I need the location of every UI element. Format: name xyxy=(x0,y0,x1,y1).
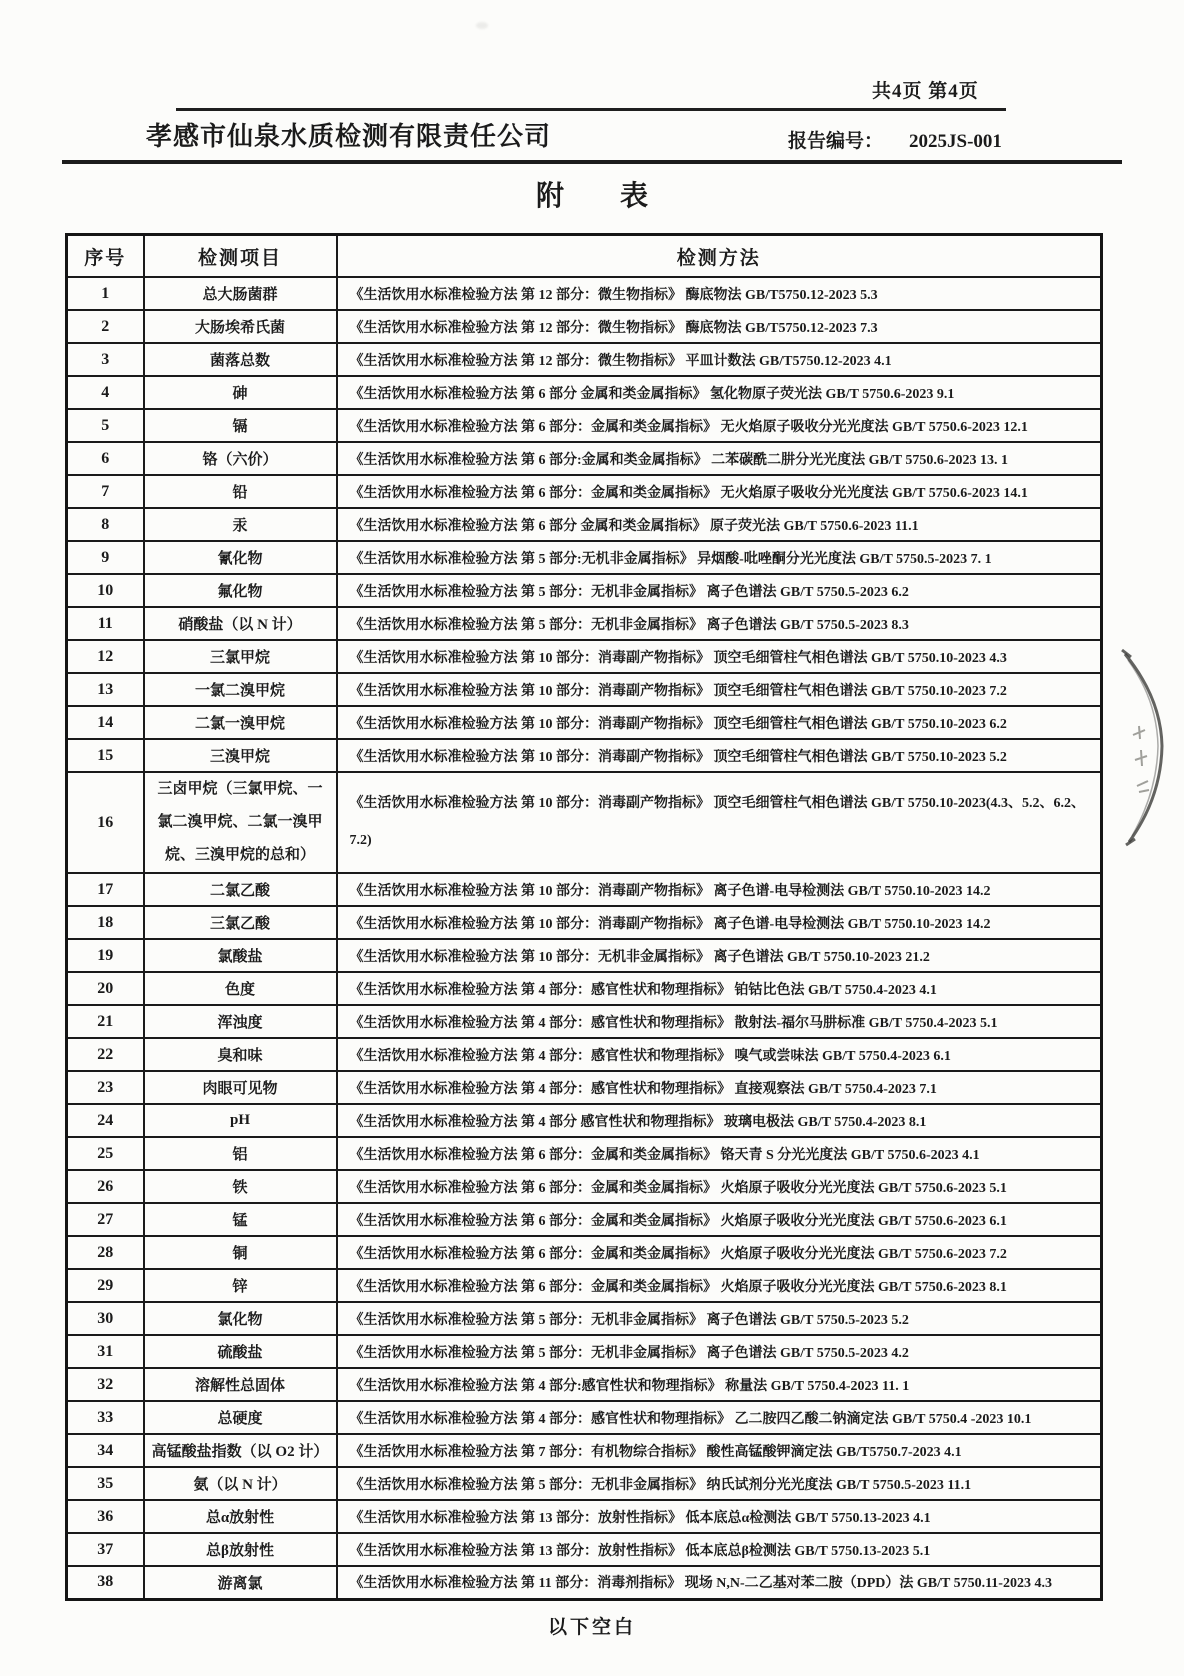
test-item-cell: 总硬度 xyxy=(144,1401,337,1434)
test-item-cell: 铁 xyxy=(144,1170,337,1203)
test-method-cell: 《生活饮用水标准检验方法 第 6 部分：金属和类金属指标》 火焰原子吸收分光光度法 GB/T 5750.6-2023 7.2 xyxy=(337,1236,1102,1269)
row-number-cell: 22 xyxy=(67,1038,144,1071)
test-item-cell: 三氯乙酸 xyxy=(144,906,337,939)
test-method-cell: 《生活饮用水标准检验方法 第 10 部分：消毒副产物指标》 顶空毛细管柱气相色谱法 GB/T 5750.10-2023 5.2 xyxy=(337,739,1102,772)
test-method-cell: 《生活饮用水标准检验方法 第 10 部分：消毒副产物指标》 顶空毛细管柱气相色谱法 GB/T 5750.10-2023 7.2 xyxy=(337,673,1102,706)
test-method-cell: 《生活饮用水标准检验方法 第 11 部分：消毒剂指标》 现场 N,N-二乙基对苯二胺（DPD）法 GB/T 5750.11-2023 4.3 xyxy=(337,1566,1102,1599)
test-method-cell: 《生活饮用水标准检验方法 第 10 部分：消毒副产物指标》 离子色谱-电导检测法 GB/T 5750.10-2023 14.2 xyxy=(337,906,1102,939)
test-method-cell: 《生活饮用水标准检验方法 第 4 部分:感官性状和物理指标》 称量法 GB/T 5750.4-2023 11. 1 xyxy=(337,1368,1102,1401)
table-row xyxy=(67,1137,1102,1170)
test-item-cell: 硝酸盐（以 N 计） xyxy=(144,607,337,640)
test-method-cell: 《生活饮用水标准检验方法 第 12 部分：微生物指标》 平皿计数法 GB/T5750.12-2023 4.1 xyxy=(337,343,1102,376)
test-method-cell: 《生活饮用水标准检验方法 第 6 部分：金属和类金属指标》 无火焰原子吸收分光光度法 GB/T 5750.6-2023 14.1 xyxy=(337,475,1102,508)
test-item-cell: 游离氯 xyxy=(144,1566,337,1599)
table-row xyxy=(67,1236,1102,1269)
test-method-cell: 《生活饮用水标准检验方法 第 5 部分：无机非金属指标》 离子色谱法 GB/T 5750.5-2023 4.2 xyxy=(337,1335,1102,1368)
table-row xyxy=(67,376,1102,409)
table-row xyxy=(67,673,1102,706)
row-number-cell: 11 xyxy=(67,607,144,640)
test-item-cell: 浑浊度 xyxy=(144,1005,337,1038)
table-row xyxy=(67,1335,1102,1368)
test-method-cell: 《生活饮用水标准检验方法 第 6 部分 金属和类金属指标》 氢化物原子荧光法 GB/T 5750.6-2023 9.1 xyxy=(337,376,1102,409)
test-method-cell: 《生活饮用水标准检验方法 第 4 部分：感官性状和物理指标》 铂钴比色法 GB/T 5750.4-2023 4.1 xyxy=(337,972,1102,1005)
table-row xyxy=(67,409,1102,442)
test-item-cell: 一氯二溴甲烷 xyxy=(144,673,337,706)
report-number xyxy=(788,126,1002,153)
test-method-cell: 《生活饮用水标准检验方法 第 6 部分：金属和类金属指标》 铬天青 S 分光光度法 GB/T 5750.6-2023 4.1 xyxy=(337,1137,1102,1170)
table-row xyxy=(67,1038,1102,1071)
test-item-cell: 溶解性总固体 xyxy=(144,1368,337,1401)
test-item-cell: 二氯乙酸 xyxy=(144,873,337,906)
test-method-cell: 《生活饮用水标准检验方法 第 5 部分：无机非金属指标》 离子色谱法 GB/T 5750.5-2023 6.2 xyxy=(337,574,1102,607)
test-item-cell: 三氯甲烷 xyxy=(144,640,337,673)
row-number-cell: 13 xyxy=(67,673,144,706)
test-item-cell: 菌落总数 xyxy=(144,343,337,376)
test-item-cell: 总β放射性 xyxy=(144,1533,337,1566)
header-cell-item: 检测项目 xyxy=(144,235,337,278)
test-item-cell: 氯酸盐 xyxy=(144,939,337,972)
row-number-cell: 9 xyxy=(67,541,144,574)
table-row xyxy=(67,640,1102,673)
test-item-cell: pH xyxy=(144,1104,337,1137)
table-row xyxy=(67,343,1102,376)
row-number-cell: 19 xyxy=(67,939,144,972)
table-row xyxy=(67,607,1102,640)
row-number-cell: 32 xyxy=(67,1368,144,1401)
test-method-cell: 《生活饮用水标准检验方法 第 6 部分：金属和类金属指标》 无火焰原子吸收分光光度法 GB/T 5750.6-2023 12.1 xyxy=(337,409,1102,442)
row-number-cell: 26 xyxy=(67,1170,144,1203)
table-row xyxy=(67,706,1102,739)
test-method-cell: 《生活饮用水标准检验方法 第 6 部分 金属和类金属指标》 原子荧光法 GB/T 5750.6-2023 11.1 xyxy=(337,508,1102,541)
test-method-cell: 《生活饮用水标准检验方法 第 5 部分：无机非金属指标》 离子色谱法 GB/T 5750.5-2023 8.3 xyxy=(337,607,1102,640)
row-number-cell: 15 xyxy=(67,739,144,772)
row-number-cell: 12 xyxy=(67,640,144,673)
row-number-cell: 36 xyxy=(67,1500,144,1533)
row-number-cell: 29 xyxy=(67,1269,144,1302)
table-row xyxy=(67,873,1102,906)
table-row xyxy=(67,541,1102,574)
row-number-cell: 17 xyxy=(67,873,144,906)
table-row xyxy=(67,277,1102,310)
test-item-cell: 锰 xyxy=(144,1203,337,1236)
row-number-cell: 25 xyxy=(67,1137,144,1170)
table-row xyxy=(67,1401,1102,1434)
test-method-cell: 《生活饮用水标准检验方法 第 10 部分：无机非金属指标》 离子色谱法 GB/T 5750.10-2023 21.2 xyxy=(337,939,1102,972)
test-method-cell: 《生活饮用水标准检验方法 第 12 部分：微生物指标》 酶底物法 GB/T5750.12-2023 5.3 xyxy=(337,277,1102,310)
test-method-cell: 《生活饮用水标准检验方法 第 6 部分:金属和类金属指标》 二苯碳酰二肼分光光度法 GB/T 5750.6-2023 13. 1 xyxy=(337,442,1102,475)
table-row xyxy=(67,739,1102,772)
test-method-cell: 《生活饮用水标准检验方法 第 10 部分：消毒副产物指标》 顶空毛细管柱气相色谱法 GB/T 5750.10-2023 6.2 xyxy=(337,706,1102,739)
row-number-cell: 3 xyxy=(67,343,144,376)
row-number-cell: 34 xyxy=(67,1434,144,1467)
row-number-cell: 14 xyxy=(67,706,144,739)
table-row xyxy=(67,442,1102,475)
test-item-cell: 总大肠菌群 xyxy=(144,277,337,310)
row-number-cell: 37 xyxy=(67,1533,144,1566)
table-row xyxy=(67,772,1102,873)
table-row xyxy=(67,1434,1102,1467)
test-item-cell: 氯化物 xyxy=(144,1302,337,1335)
methods-table xyxy=(65,233,1103,1601)
row-number-cell: 16 xyxy=(67,772,144,873)
table-header-row xyxy=(67,235,1102,278)
test-method-cell: 《生活饮用水标准检验方法 第 4 部分：感官性状和物理指标》 直接观察法 GB/T 5750.4-2023 7.1 xyxy=(337,1071,1102,1104)
table-row xyxy=(67,1566,1102,1599)
test-item-cell: 锌 xyxy=(144,1269,337,1302)
test-method-cell: 《生活饮用水标准检验方法 第 6 部分：金属和类金属指标》 火焰原子吸收分光光度法 GB/T 5750.6-2023 6.1 xyxy=(337,1203,1102,1236)
row-number-cell: 30 xyxy=(67,1302,144,1335)
row-number-cell: 33 xyxy=(67,1401,144,1434)
test-method-cell: 《生活饮用水标准检验方法 第 5 部分：无机非金属指标》 纳氏试剂分光光度法 GB/T 5750.5-2023 11.1 xyxy=(337,1467,1102,1500)
test-method-cell: 《生活饮用水标准检验方法 第 10 部分：消毒副产物指标》 离子色谱-电导检测法 GB/T 5750.10-2023 14.2 xyxy=(337,873,1102,906)
test-method-cell: 《生活饮用水标准检验方法 第 5 部分：无机非金属指标》 离子色谱法 GB/T 5750.5-2023 5.2 xyxy=(337,1302,1102,1335)
test-item-cell: 铝 xyxy=(144,1137,337,1170)
row-number-cell: 20 xyxy=(67,972,144,1005)
table-row xyxy=(67,1368,1102,1401)
test-item-cell: 三卤甲烷（三氯甲烷、一氯二溴甲烷、二氯一溴甲烷、三溴甲烷的总和） xyxy=(144,772,337,873)
seal-partial xyxy=(1095,640,1184,855)
row-number-cell: 23 xyxy=(67,1071,144,1104)
table-row xyxy=(67,906,1102,939)
test-method-cell: 《生活饮用水标准检验方法 第 13 部分：放射性指标》 低本底总β检测法 GB/T 5750.13-2023 5.1 xyxy=(337,1533,1102,1566)
row-number-cell: 28 xyxy=(67,1236,144,1269)
row-number-cell: 10 xyxy=(67,574,144,607)
test-method-cell: 《生活饮用水标准检验方法 第 5 部分:无机非金属指标》 异烟酸-吡唑酮分光光度法 GB/T 5750.5-2023 7. 1 xyxy=(337,541,1102,574)
page-title: 附 表 xyxy=(535,181,648,212)
test-method-cell: 《生活饮用水标准检验方法 第 10 部分：消毒副产物指标》 顶空毛细管柱气相色谱法 GB/T 5750.10-2023(4.3、5.2、6.2、7.2) xyxy=(337,772,1102,873)
header-cell-no: 序号 xyxy=(67,235,144,278)
test-item-cell: 大肠埃希氏菌 xyxy=(144,310,337,343)
table-row xyxy=(67,1170,1102,1203)
test-item-cell: 氰化物 xyxy=(144,541,337,574)
row-number-cell: 24 xyxy=(67,1104,144,1137)
test-item-cell: 三溴甲烷 xyxy=(144,739,337,772)
row-number-cell: 8 xyxy=(67,508,144,541)
test-method-cell: 《生活饮用水标准检验方法 第 4 部分 感官性状和物理指标》 玻璃电极法 GB/T 5750.4-2023 8.1 xyxy=(337,1104,1102,1137)
table-row xyxy=(67,1005,1102,1038)
test-item-cell: 硫酸盐 xyxy=(144,1335,337,1368)
test-method-cell: 《生活饮用水标准检验方法 第 4 部分：感官性状和物理指标》 嗅气或尝味法 GB/T 5750.4-2023 6.1 xyxy=(337,1038,1102,1071)
test-method-cell: 《生活饮用水标准检验方法 第 12 部分：微生物指标》 酶底物法 GB/T5750.12-2023 7.3 xyxy=(337,310,1102,343)
test-method-cell: 《生活饮用水标准检验方法 第 6 部分：金属和类金属指标》 火焰原子吸收分光光度法 GB/T 5750.6-2023 5.1 xyxy=(337,1170,1102,1203)
table-row xyxy=(67,1071,1102,1104)
test-item-cell: 铅 xyxy=(144,475,337,508)
test-method-cell: 《生活饮用水标准检验方法 第 13 部分：放射性指标》 低本底总α检测法 GB/T 5750.13-2023 4.1 xyxy=(337,1500,1102,1533)
test-item-cell: 汞 xyxy=(144,508,337,541)
footer-note: 以下空白 xyxy=(547,1617,636,1638)
test-method-cell: 《生活饮用水标准检验方法 第 7 部分：有机物综合指标》 酸性高锰酸钾滴定法 GB/T5750.7-2023 4.1 xyxy=(337,1434,1102,1467)
table-row xyxy=(67,1104,1102,1137)
test-item-cell: 高锰酸盐指数（以 O2 计） xyxy=(144,1434,337,1467)
table-row xyxy=(67,1203,1102,1236)
table-row xyxy=(67,1533,1102,1566)
table-row xyxy=(67,1302,1102,1335)
report-number-value: 2025JS-001 xyxy=(909,131,1002,152)
table-row xyxy=(67,508,1102,541)
test-item-cell: 二氯一溴甲烷 xyxy=(144,706,337,739)
table-row xyxy=(67,310,1102,343)
test-item-cell: 镉 xyxy=(144,409,337,442)
test-method-cell: 《生活饮用水标准检验方法 第 4 部分：感官性状和物理指标》 散射法-福尔马肼标准 GB/T 5750.4-2023 5.1 xyxy=(337,1005,1102,1038)
report-number-label: 报告编号： xyxy=(788,131,884,152)
page-count: 共4页 第4页 xyxy=(872,81,979,102)
table-row xyxy=(67,1467,1102,1500)
test-item-cell: 铜 xyxy=(144,1236,337,1269)
table-row xyxy=(67,1269,1102,1302)
row-number-cell: 35 xyxy=(67,1467,144,1500)
test-method-cell: 《生活饮用水标准检验方法 第 4 部分：感官性状和物理指标》 乙二胺四乙酸二钠滴定法 GB/T 5750.4 -2023 10.1 xyxy=(337,1401,1102,1434)
company-name: 孝感市仙泉水质检测有限责任公司 xyxy=(146,121,552,151)
test-method-cell: 《生活饮用水标准检验方法 第 6 部分：金属和类金属指标》 火焰原子吸收分光光度法 GB/T 5750.6-2023 8.1 xyxy=(337,1269,1102,1302)
row-number-cell: 1 xyxy=(67,277,144,310)
test-item-cell: 砷 xyxy=(144,376,337,409)
test-item-cell: 总α放射性 xyxy=(144,1500,337,1533)
test-item-cell: 色度 xyxy=(144,972,337,1005)
table-row xyxy=(67,939,1102,972)
row-number-cell: 4 xyxy=(67,376,144,409)
row-number-cell: 27 xyxy=(67,1203,144,1236)
methods-table-body xyxy=(67,277,1102,1599)
row-number-cell: 6 xyxy=(67,442,144,475)
row-number-cell: 5 xyxy=(67,409,144,442)
table-row xyxy=(67,574,1102,607)
test-item-cell: 铬（六价） xyxy=(144,442,337,475)
test-method-cell: 《生活饮用水标准检验方法 第 10 部分：消毒副产物指标》 顶空毛细管柱气相色谱法 GB/T 5750.10-2023 4.3 xyxy=(337,640,1102,673)
test-item-cell: 氨（以 N 计） xyxy=(144,1467,337,1500)
header-rule-bottom xyxy=(62,160,1122,164)
row-number-cell: 31 xyxy=(67,1335,144,1368)
test-item-cell: 氟化物 xyxy=(144,574,337,607)
row-number-cell: 7 xyxy=(67,475,144,508)
row-number-cell: 38 xyxy=(67,1566,144,1599)
header-rule-top xyxy=(176,108,1006,111)
table-row xyxy=(67,475,1102,508)
scan-smudge xyxy=(476,22,488,29)
header-cell-method: 检测方法 xyxy=(337,235,1102,278)
table-row xyxy=(67,972,1102,1005)
row-number-cell: 2 xyxy=(67,310,144,343)
row-number-cell: 18 xyxy=(67,906,144,939)
row-number-cell: 21 xyxy=(67,1005,144,1038)
table-row xyxy=(67,1500,1102,1533)
test-item-cell: 肉眼可见物 xyxy=(144,1071,337,1104)
test-item-cell: 臭和味 xyxy=(144,1038,337,1071)
